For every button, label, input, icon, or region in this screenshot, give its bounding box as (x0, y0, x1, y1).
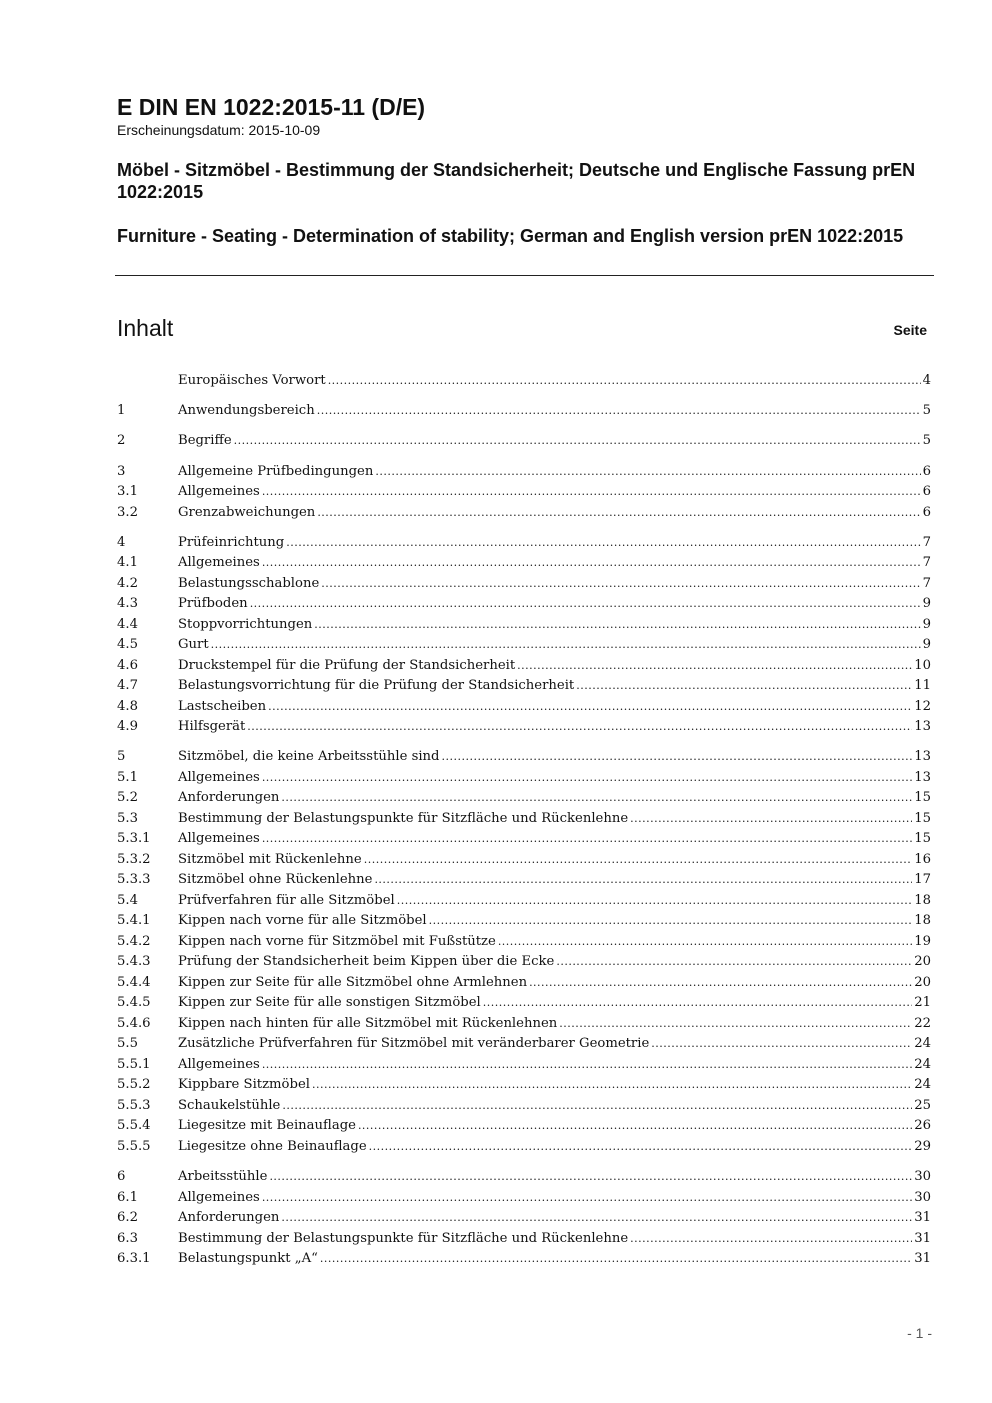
toc-entry[interactable] (117, 574, 931, 595)
toc-entry-title: Kippen zur Seite für alle Sitzmöbel ohne Armlehnen (178, 974, 528, 990)
title-german: Möbel - Sitzmöbel - Bestimmung der Standsicherheit; Deutsche und Englische Fassung prEN 1022:2015 (117, 160, 916, 202)
toc-entry-page: 7 (922, 555, 931, 571)
toc-entry-title: Liegesitze mit Beinauflage (178, 1118, 356, 1134)
toc-entry-title: Bestimmung der Belastungspunkte für Sitzfläche und Rückenlehne (178, 1230, 629, 1246)
toc-entry-number: 4 (117, 534, 126, 550)
toc-entry-number: 5.3.3 (117, 872, 151, 888)
toc-dot-leader (559, 1014, 912, 1035)
toc-entry-title: Stoppvorrichtungen (178, 616, 313, 632)
toc-entry[interactable] (117, 993, 931, 1014)
toc-dot-leader (282, 1096, 912, 1117)
toc-entry[interactable] (117, 594, 931, 615)
toc-entry-number: 5.5.2 (117, 1077, 151, 1093)
toc-entry-page: 6 (922, 504, 931, 520)
toc-entry-page: 20 (914, 974, 931, 990)
toc-entry-number: 5.1 (117, 769, 138, 785)
toc-entry-title: Begriffe (178, 433, 232, 449)
toc-entry-page: 24 (914, 1056, 931, 1072)
toc-entry-number: 4.6 (117, 657, 138, 673)
toc-entry-title: Prüfung der Standsicherheit beim Kippen über die Ecke (178, 954, 555, 970)
toc-entry[interactable] (117, 1034, 931, 1055)
toc-dot-leader (442, 747, 913, 768)
toc-entry[interactable] (117, 503, 931, 524)
toc-dot-leader (211, 635, 921, 656)
toc-entry-title: Kippen nach vorne für Sitzmöbel mit Fußstütze (178, 933, 496, 949)
toc-entry-number: 5.4 (117, 892, 138, 908)
toc-entry[interactable] (117, 1137, 931, 1158)
toc-entry-page: 5 (922, 433, 931, 449)
toc-entry-number: 4.5 (117, 637, 138, 653)
toc-entry-page: 31 (914, 1230, 931, 1246)
toc-entry[interactable] (117, 911, 931, 932)
toc-entry[interactable] (117, 697, 931, 718)
toc-dot-leader (364, 850, 912, 871)
toc-entry-number: 5 (117, 749, 126, 765)
toc-entry-number: 4.7 (117, 678, 138, 694)
toc-entry-number: 6 (117, 1169, 126, 1185)
toc-entry[interactable] (117, 788, 931, 809)
toc-entry-number: 4.9 (117, 719, 138, 735)
toc-entry-page: 13 (914, 719, 931, 735)
toc-entry-number: 1 (117, 403, 126, 419)
toc-entry[interactable] (117, 553, 931, 574)
toc-entry-number: 3.2 (117, 504, 138, 520)
toc-title: Inhalt (117, 315, 174, 341)
toc-entry-page: 7 (922, 534, 931, 550)
toc-entry-number: 6.3.1 (117, 1251, 151, 1267)
toc-entry-number: 4.4 (117, 616, 138, 632)
toc-dot-leader (375, 462, 920, 483)
toc-entry-number: 5.3 (117, 810, 138, 826)
toc-entry-page: 13 (914, 749, 931, 765)
toc-entry[interactable] (117, 1096, 931, 1117)
toc-entry-number: 4.3 (117, 596, 138, 612)
toc-entry-number: 2 (117, 433, 126, 449)
toc-dot-leader (556, 952, 912, 973)
toc-entry[interactable] (117, 482, 931, 503)
table-of-contents (117, 371, 931, 1270)
toc-entry-number: 6.2 (117, 1210, 138, 1226)
toc-entry-number: 4.1 (117, 555, 138, 571)
toc-entry-title: Sitzmöbel, die keine Arbeitsstühle sind (178, 749, 440, 765)
toc-entry-title: Prüfboden (178, 596, 248, 612)
toc-entry-title: Kippen zur Seite für alle sonstigen Sitzmöbel (178, 995, 481, 1011)
toc-entry-title: Kippbare Sitzmöbel (178, 1077, 310, 1093)
toc-entry[interactable] (117, 462, 931, 483)
toc-entry-number: 4.2 (117, 575, 138, 591)
toc-dot-leader (321, 574, 920, 595)
toc-entry[interactable] (117, 973, 931, 994)
toc-entry[interactable] (117, 932, 931, 953)
toc-entry-title: Allgemeines (178, 1056, 260, 1072)
toc-dot-leader (262, 768, 912, 789)
toc-dot-leader (358, 1116, 912, 1137)
toc-entry-number: 5.5.1 (117, 1056, 151, 1072)
toc-dot-leader (281, 1208, 912, 1229)
toc-entry[interactable] (117, 1116, 931, 1137)
toc-dot-leader (630, 1229, 912, 1250)
toc-entry[interactable] (117, 768, 931, 789)
toc-dot-leader (312, 1075, 912, 1096)
toc-dot-leader (268, 697, 912, 718)
toc-entry[interactable] (117, 952, 931, 973)
toc-entry-page: 18 (914, 892, 931, 908)
toc-entry-title: Gurt (178, 637, 209, 653)
toc-dot-leader (429, 911, 913, 932)
toc-entry[interactable] (117, 850, 931, 871)
toc-dot-leader (247, 717, 912, 738)
toc-entry-page: 11 (914, 678, 931, 694)
document-header (117, 93, 933, 247)
toc-entry-title: Liegesitze ohne Beinauflage (178, 1138, 367, 1154)
title-english: Furniture - Seating - Determination of stability; German and English version prEN 1022:2015 (117, 226, 904, 246)
toc-dot-leader (369, 1137, 913, 1158)
toc-entry-title: Kippen nach hinten für alle Sitzmöbel mit Rückenlehnen (178, 1015, 558, 1031)
toc-entry-title: Arbeitsstühle (178, 1169, 268, 1185)
toc-entry-number: 5.4.5 (117, 995, 151, 1011)
toc-entry-number: 5.3.2 (117, 851, 151, 867)
toc-entry-title: Anforderungen (178, 1210, 280, 1226)
toc-entry[interactable] (117, 1229, 931, 1250)
toc-entry[interactable] (117, 891, 931, 912)
toc-entry-title: Prüfverfahren für alle Sitzmöbel (178, 892, 395, 908)
toc-entry-title: Anforderungen (178, 790, 280, 806)
toc-entry-page: 6 (922, 463, 931, 479)
toc-entry-title: Anwendungsbereich (178, 403, 315, 419)
toc-entry-page: 7 (922, 575, 931, 591)
toc-entry-title: Allgemeines (178, 555, 260, 571)
toc-dot-leader (286, 533, 920, 554)
toc-entry-title: Europäisches Vorwort (178, 373, 326, 388)
document-title: E DIN EN 1022:2015-11 (D/E) (117, 94, 426, 120)
toc-dot-leader (320, 1249, 912, 1270)
toc-entry-page: 6 (922, 484, 931, 500)
toc-dot-leader (262, 553, 921, 574)
toc-entry-title: Schaukelstühle (178, 1097, 281, 1113)
toc-dot-leader (498, 932, 912, 953)
toc-entry-page: 22 (914, 1015, 931, 1031)
toc-entry-number: 6.1 (117, 1189, 138, 1205)
toc-entry-page: 9 (922, 616, 931, 632)
toc-entry-page: 9 (922, 637, 931, 653)
toc-dot-leader (262, 1188, 912, 1209)
toc-entry[interactable] (117, 635, 931, 656)
toc-entry-title: Belastungsschablone (178, 575, 320, 591)
header-divider (115, 275, 934, 276)
toc-dot-leader (250, 594, 921, 615)
toc-entry-page: 13 (914, 769, 931, 785)
toc-entry-page: 16 (914, 851, 931, 867)
toc-entry-title: Allgemeine Prüfbedingungen (178, 463, 374, 479)
toc-entry[interactable] (117, 676, 931, 697)
toc-entry-title: Prüfeinrichtung (178, 534, 285, 550)
toc-dot-leader (262, 829, 912, 850)
toc-entry-number: 5.5.4 (117, 1118, 151, 1134)
toc-entry-title: Zusätzliche Prüfverfahren für Sitzmöbel mit veränderbarer Geometrie (178, 1036, 650, 1052)
toc-entry-title: Hilfsgerät (178, 719, 246, 735)
toc-entry-page: 9 (922, 596, 931, 612)
toc-entry-number: 5.5 (117, 1036, 138, 1052)
toc-dot-leader (651, 1034, 912, 1055)
toc-entry-page: 4 (922, 373, 931, 388)
toc-entry-page: 17 (914, 872, 931, 888)
toc-entry-number: 5.4.3 (117, 954, 151, 970)
toc-dot-leader (281, 788, 912, 809)
toc-dot-leader (314, 615, 920, 636)
toc-entry[interactable] (117, 1188, 931, 1209)
page-number: - 1 - (907, 1325, 932, 1341)
toc-dot-leader (262, 1055, 912, 1076)
toc-entry-number: 5.5.5 (117, 1138, 151, 1154)
toc-entry-number: 5.3.1 (117, 831, 151, 847)
toc-entry-title: Druckstempel für die Prüfung der Standsicherheit (178, 657, 516, 673)
toc-entry-page: 30 (914, 1189, 931, 1205)
toc-dot-leader (328, 371, 921, 392)
toc-entry[interactable] (117, 1075, 931, 1096)
toc-entry[interactable] (117, 656, 931, 677)
toc-entry-title: Allgemeines (178, 831, 260, 847)
toc-entry-title: Lastscheiben (178, 698, 267, 714)
toc-dot-leader (630, 809, 912, 830)
toc-dot-leader (317, 503, 920, 524)
toc-entry[interactable] (117, 1014, 931, 1035)
toc-entry-number: 5.2 (117, 790, 138, 806)
toc-dot-leader (234, 431, 921, 452)
toc-entry-number: 5.5.3 (117, 1097, 151, 1113)
toc-dot-leader (483, 993, 912, 1014)
toc-entry[interactable] (117, 401, 931, 422)
toc-entry-title: Sitzmöbel mit Rückenlehne (178, 851, 362, 867)
toc-entry[interactable] (117, 1055, 931, 1076)
toc-dot-leader (374, 870, 912, 891)
toc-entry-title: Bestimmung der Belastungspunkte für Sitzfläche und Rückenlehne (178, 810, 629, 826)
toc-entry[interactable] (117, 1208, 931, 1229)
toc-entry-page: 18 (914, 913, 931, 929)
toc-entry[interactable] (117, 747, 931, 768)
toc-entry-title: Sitzmöbel ohne Rückenlehne (178, 872, 373, 888)
toc-entry[interactable] (117, 431, 931, 452)
toc-dot-leader (269, 1167, 912, 1188)
toc-entry[interactable] (117, 717, 931, 738)
toc-heading (117, 313, 927, 343)
toc-entry-number: 5.4.4 (117, 974, 151, 990)
toc-entry-title: Allgemeines (178, 484, 260, 500)
toc-entry[interactable] (117, 829, 931, 850)
toc-entry-page: 21 (914, 995, 931, 1011)
toc-entry-page: 5 (922, 403, 931, 419)
toc-entry-number: 5.4.1 (117, 913, 151, 929)
toc-entry-title: Allgemeines (178, 769, 260, 785)
publication-date: Erscheinungsdatum: 2015-10-09 (117, 122, 321, 138)
toc-entry-title: Kippen nach vorne für alle Sitzmöbel (178, 913, 427, 929)
toc-entry-title: Belastungspunkt „A“ (178, 1251, 318, 1267)
toc-entry-page: 24 (914, 1036, 931, 1052)
toc-entry-page: 15 (914, 831, 931, 847)
toc-entry-page: 20 (914, 954, 931, 970)
toc-dot-leader (529, 973, 912, 994)
toc-entry[interactable] (117, 1249, 931, 1270)
toc-entry-page: 30 (914, 1169, 931, 1185)
toc-entry-title: Grenzabweichungen (178, 504, 316, 520)
toc-entry-number: 6.3 (117, 1230, 138, 1246)
toc-entry[interactable] (117, 533, 931, 554)
toc-entry-number: 5.4.2 (117, 933, 151, 949)
toc-entry-page: 25 (914, 1097, 931, 1113)
toc-entry-page: 26 (914, 1118, 931, 1134)
toc-dot-leader (576, 676, 912, 697)
toc-entry-page: 10 (914, 657, 931, 673)
toc-entry-page: 31 (914, 1251, 931, 1267)
toc-dot-leader (397, 891, 913, 912)
toc-entry[interactable] (117, 809, 931, 830)
toc-entry-number: 3 (117, 463, 126, 479)
toc-entry-page: 15 (914, 810, 931, 826)
toc-entry-number: 3.1 (117, 484, 138, 500)
toc-entry-page: 29 (914, 1138, 931, 1154)
toc-dot-leader (317, 401, 921, 422)
toc-entry-page: 12 (914, 698, 931, 714)
toc-entry-title: Allgemeines (178, 1189, 260, 1205)
toc-dot-leader (262, 482, 921, 503)
toc-dot-leader (517, 656, 912, 677)
toc-entry[interactable] (117, 870, 931, 891)
toc-entry[interactable] (117, 371, 931, 392)
toc-entry-page: 24 (914, 1077, 931, 1093)
toc-entry[interactable] (117, 615, 931, 636)
toc-entry-page: 15 (914, 790, 931, 806)
toc-entry-number: 5.4.6 (117, 1015, 151, 1031)
toc-entry-number: 4.8 (117, 698, 138, 714)
toc-page-label: Seite (893, 322, 927, 338)
toc-entry[interactable] (117, 1167, 931, 1188)
toc-entry-page: 31 (914, 1210, 931, 1226)
toc-entry-title: Belastungsvorrichtung für die Prüfung der Standsicherheit (178, 678, 575, 694)
toc-entry-page: 19 (914, 933, 931, 949)
